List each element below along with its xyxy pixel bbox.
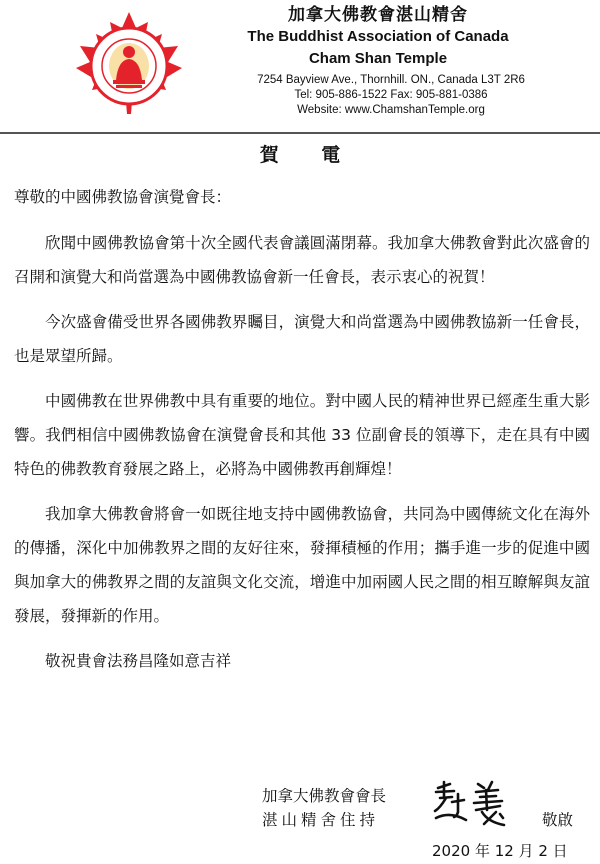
letter-paragraph: 我加拿大佛教會將會一如既往地支持中國佛教協會，共同為中國傳統文化在海外的傳播，深化中加佛教界之間的友好往來，發揮積極的作用；攜手進一步的促進中國與加拿大的佛教界之間的友誼與文化交流，增進中加兩國人民之間的相互瞭解與友誼發展，發揮新的作用。 <box>14 505 590 625</box>
letter-closing-wish: 敬祝貴會法務昌隆如意吉祥 <box>45 652 232 670</box>
letter-paragraph: 欣聞中國佛教協會第十次全國代表會議圓滿閉幕。我加拿大佛教會對此次盛會的召開和演覺大和尚當選為中國佛教協會新一任會長，表示衷心的祝賀！ <box>14 234 590 286</box>
closing-regards: 敬啟 <box>542 811 574 829</box>
org-address: 7254 Bayview Ave., Thornhill. ON., Canada L3T 2R6 <box>257 74 525 86</box>
org-website: Website: www.ChamshanTemple.org <box>297 104 485 116</box>
signatory-block <box>262 784 386 832</box>
organization-header <box>210 2 546 118</box>
org-name-english: The Buddhist Association of Canada <box>247 28 509 45</box>
letter-paragraph: 今次盛會備受世界各國佛教界矚目，演覺大和尚當選為中國佛教協新一任會長，也是眾望所歸。 <box>14 313 590 365</box>
org-phone-fax: Tel: 905-886-1522 Fax: 905-881-0386 <box>294 89 488 101</box>
maple-leaf-buddha-logo-icon <box>58 6 200 122</box>
letter-paragraph: 中國佛教在世界佛教中具有重要的地位。對中國人民的精神世界已經產生重大影響。我們相信中國佛教協會在演覺會長和其他 33 位副會長的領導下，走在具有中國特色的佛教教育發展之路上，必將為中國佛教再創輝煌！ <box>14 392 590 478</box>
organization-logo <box>58 6 200 122</box>
handwritten-signature <box>430 778 512 830</box>
temple-name: Cham Shan Temple <box>308 50 448 67</box>
letter-salutation: 尊敬的中國佛教協會演覺會長： <box>14 188 232 206</box>
letter-title: 賀 電 <box>259 144 359 166</box>
signature-icon <box>430 778 512 830</box>
signatory-title-2: 湛山精舍住持 <box>262 811 380 829</box>
letter-date: 2020 年 12 月 2 日 <box>432 842 568 860</box>
org-name-chinese: 加拿大佛教會湛山精舍 <box>288 5 468 25</box>
signatory-title-1: 加拿大佛教會會長 <box>262 787 387 805</box>
header-divider <box>0 132 600 134</box>
letter-body <box>14 180 590 689</box>
